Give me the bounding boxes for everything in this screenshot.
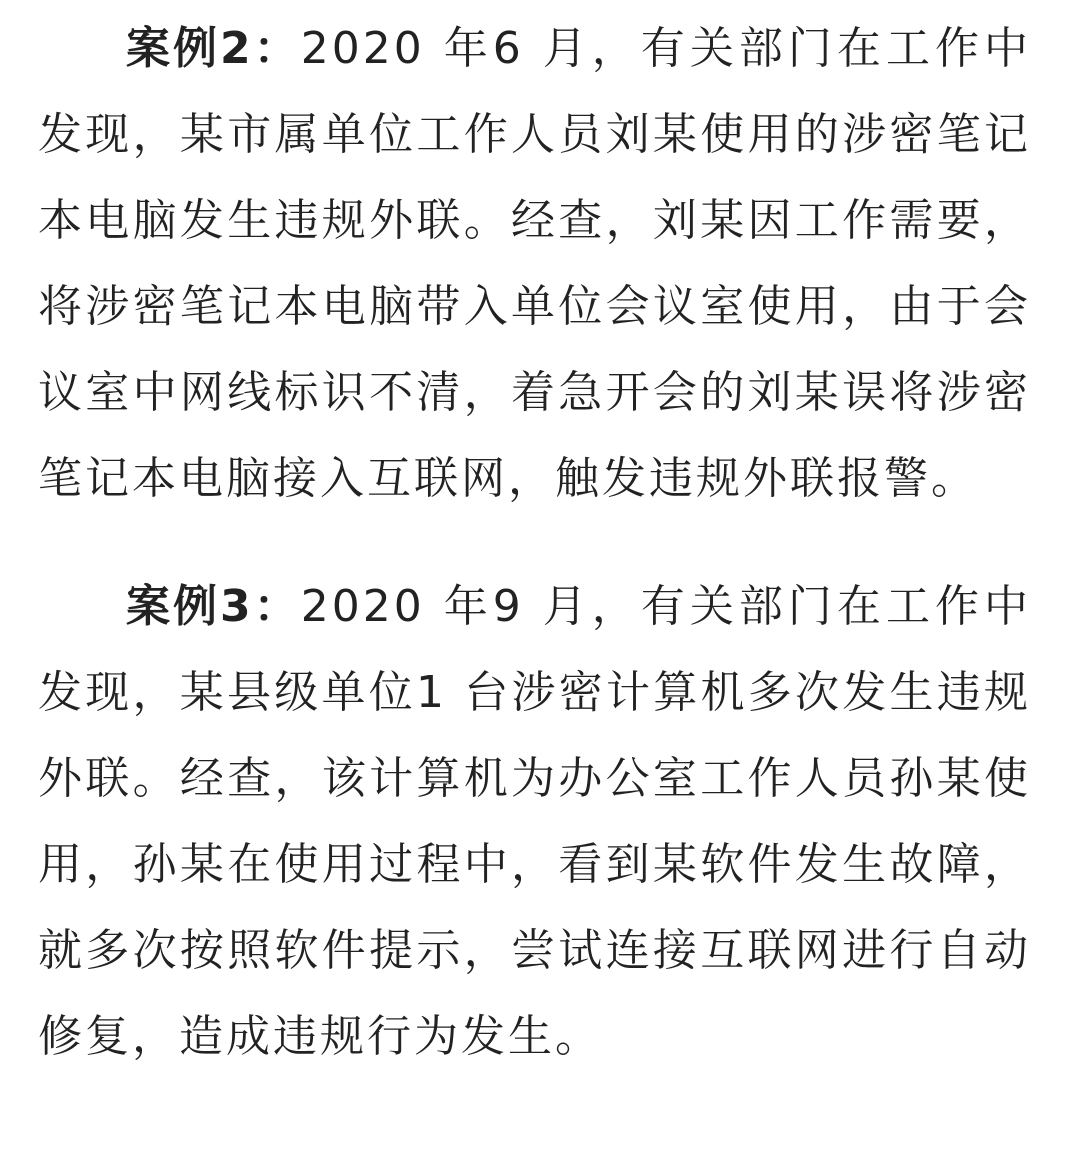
case-paragraph-2 bbox=[38, 6, 1031, 522]
case-label-3: 案例3： bbox=[126, 581, 301, 632]
case-text-2: 2020 年6 月，有关部门在工作中发现，某市属单位工作人员刘某使用的涉密笔记本电脑发生违规外联。经查，刘某因工作需要，将涉密笔记本电脑带入单位会议室使用，由于会议室中网线标识不清，着急开会的刘某误将涉密笔记本电脑接入互联网，触发违规外联报警。 bbox=[38, 23, 1031, 504]
case-text-3: 2020 年9 月，有关部门在工作中发现，某县级单位1 台涉密计算机多次发生违规外联。经查，该计算机为办公室工作人员孙某使用，孙某在使用过程中，看到某软件发生故障，就多次按照软件提示，尝试连接互联网进行自动修复，造成违规行为发生。 bbox=[38, 581, 1031, 1062]
case-paragraph-3 bbox=[38, 564, 1031, 1080]
case-label-2: 案例2： bbox=[126, 23, 301, 74]
